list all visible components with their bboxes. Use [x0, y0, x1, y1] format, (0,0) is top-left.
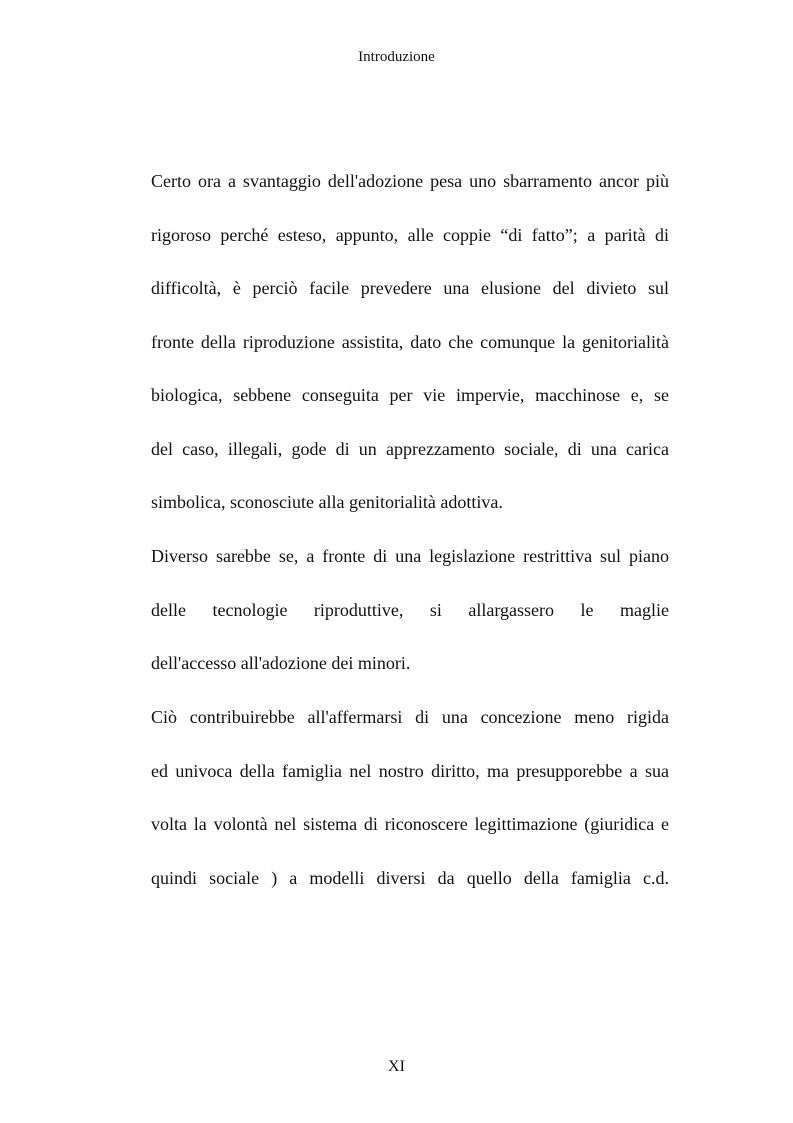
text-line: fronte della riproduzione assistita, dato che comunque la genitorialità — [151, 332, 669, 352]
running-header: Introduzione — [358, 49, 435, 65]
text-line: Certo ora a svantaggio dell'adozione pesa uno sbarramento ancor più — [151, 171, 669, 191]
text-line: ed univoca della famiglia nel nostro diritto, ma presupporebbe a sua — [151, 761, 669, 781]
text-line: rigoroso perché esteso, appunto, alle coppie “di fatto”; a parità di — [151, 225, 669, 245]
text-line: difficoltà, è perciò facile prevedere una elusione del divieto sul — [151, 278, 669, 298]
text-line: del caso, illegali, gode di un apprezzamento sociale, di una carica — [151, 439, 669, 459]
text-line: quindi sociale ) a modelli diversi da quello della famiglia c.d. — [151, 868, 669, 888]
page-number: XI — [388, 1058, 405, 1075]
text-line: Diverso sarebbe se, a fronte di una legislazione restrittiva sul piano — [151, 546, 669, 566]
text-line: delle tecnologie riproduttive, si allargassero le maglie — [151, 600, 669, 620]
text-line: Ciò contribuirebbe all'affermarsi di una concezione meno rigida — [151, 707, 669, 727]
text-line: simbolica, sconosciute alla genitorialità adottiva. — [151, 492, 503, 512]
text-line: dell'accesso all'adozione dei minori. — [151, 653, 411, 673]
text-line: volta la volontà nel sistema di riconoscere legittimazione (giuridica e — [151, 814, 669, 834]
text-line: biologica, sebbene conseguita per vie impervie, macchinose e, se — [151, 385, 669, 405]
